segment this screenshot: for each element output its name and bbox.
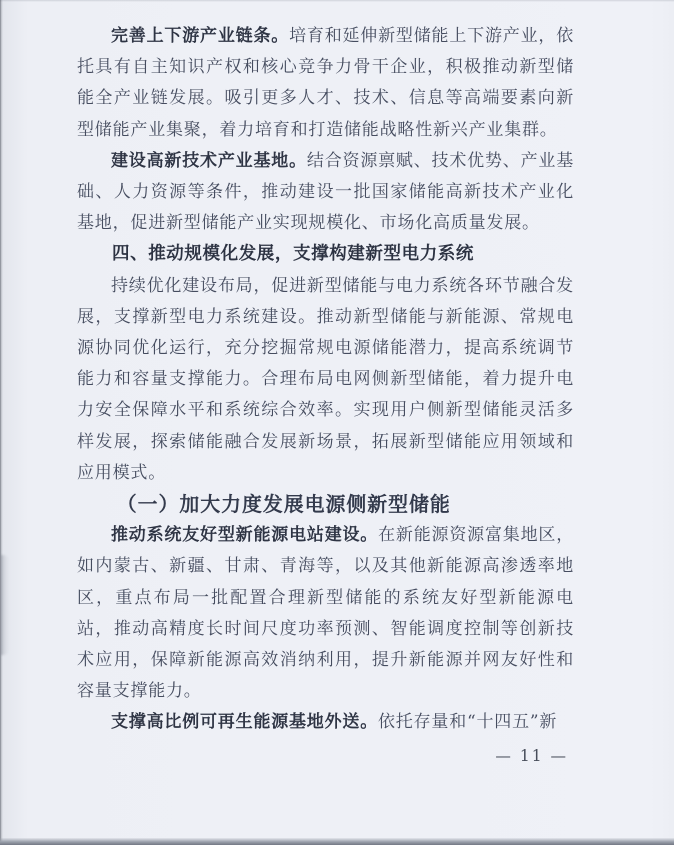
paragraph-renewable-base (77, 707, 574, 738)
paragraph-lead: 推动系统友好型新能源电站建设。 (111, 525, 379, 546)
paragraph-text: 持续优化建设布局，促进新型储能与电力系统各环节融合发展，支撑新型电力系统建设。推动新型储能与新能源、常规电源协同优化运行，充分挖掘常规电源储能潜力，提高系统调节能力和容量支撑能力。合理布局电网侧新型储能，着力提升电力安全保障水平和系统综合效率。实现用户侧新型储能灵活多样发展，探索储能融合发展新场景，拓展新型储能应用领域和应用模式。 (77, 275, 574, 483)
paragraph-lead: 建设高新技术产业基地。 (111, 150, 307, 171)
page-number: — 11 — (495, 746, 568, 765)
paragraph-friendly-stations (77, 520, 574, 707)
section-heading-four: 四、推动规模化发展，支撑构建新型电力系统 (112, 244, 474, 265)
paragraph-layout-optimization (77, 271, 574, 489)
paragraph-text: 培育和延伸新型储能上下游产业，依托具有自主知识产权和核心竞争力骨干企业，积极推动新型储能全产业链发展。吸引更多人才、技术、信息等高端要素向新型储能产业集聚，着力培育和打造储能战略性新兴产业集群。 (77, 26, 574, 140)
scan-bottom-edge (0, 838, 674, 845)
paragraph-hightech-base (77, 146, 574, 240)
page-content (77, 21, 574, 766)
paragraph-text: 在新能源资源富集地区，如内蒙古、新疆、甘肃、青海等，以及其他新能源高渗透率地区，重点布局一批配置合理新型储能的系统友好型新能源电站，推动高精度长时间尺度功率预测、智能调度控制等创新技术应用，保障新能源高效消纳利用，提升新能源并网友好性和容量支撑能力。 (77, 525, 574, 702)
scan-left-smudge (0, 555, 9, 655)
scan-left-edge (0, 0, 3, 845)
scan-top-edge (0, 0, 674, 2)
paragraph-lead: 支撑高比例可再生能源基地外送。 (111, 712, 378, 733)
paragraph-text: 依托存量和“十四五”新 (378, 712, 558, 733)
subsection-heading-one: （一）加大力度发展电源侧新型储能 (116, 492, 451, 517)
paragraph-text: 结合资源禀赋、技术优势、产业基础、人力资源等条件，推动建设一批国家储能高新技术产业化基地，促进新型储能产业实现规模化、市场化高质量发展。 (77, 150, 574, 234)
paragraph-lead: 完善上下游产业链条。 (111, 26, 290, 46)
paragraph-industry-chain (77, 21, 574, 146)
